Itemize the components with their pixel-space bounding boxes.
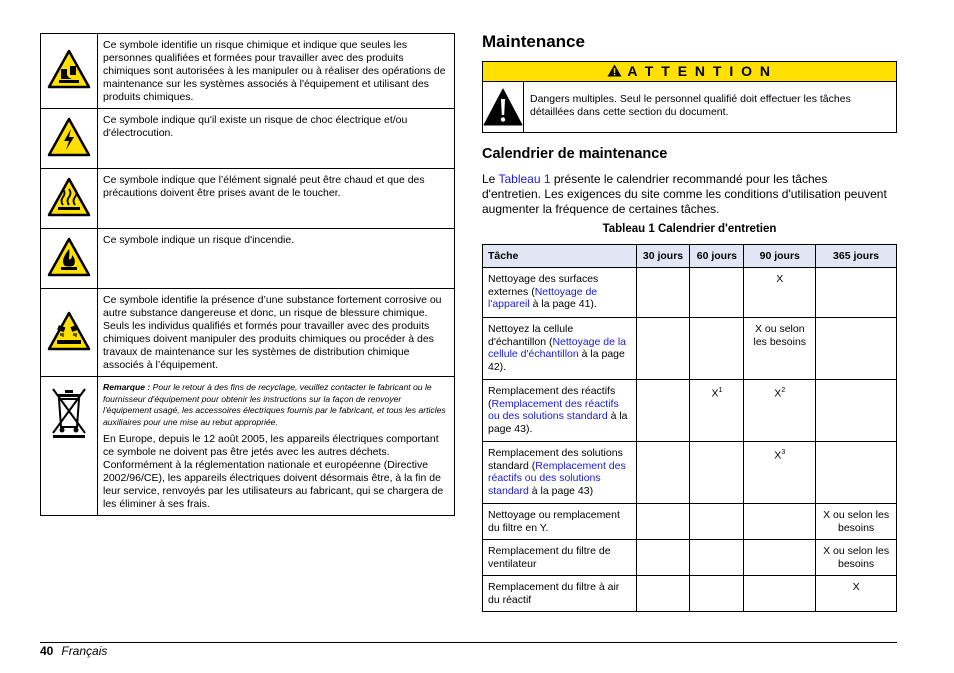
schedule-cell: X ou selon les besoins <box>744 318 816 380</box>
symbols-table <box>40 33 455 516</box>
header-task: Tâche <box>483 245 637 268</box>
hot-surface-icon <box>41 169 98 229</box>
fire-hazard-icon <box>41 229 98 289</box>
schedule-cell: X ou selon les besoins <box>816 504 897 540</box>
remark: Remarque : Pour le retour à des fins de recyclage, veuillez contacter le fabricant ou le fournisseur d'équipement pour obtenir les instructions sur la façon de renvoyer l'équipement usagé, les accessoires électriques fournis par le fabricant, et tous les articles auxiliaires pour une mise au rebut appropriée. <box>103 382 446 427</box>
cross-reference-link[interactable]: Nettoyage de l'appareil <box>488 285 598 310</box>
schedule-cell <box>636 268 690 318</box>
schedule-cell <box>816 318 897 380</box>
header-90: 90 jours <box>744 245 816 268</box>
header-365: 365 jours <box>816 245 897 268</box>
symbol-row-weee <box>41 377 455 516</box>
table-row <box>483 540 897 576</box>
schedule-cell <box>744 576 816 612</box>
footer-rule <box>40 642 897 643</box>
section-title: Maintenance <box>482 32 585 51</box>
symbol-row: Ce symbole identifie la présence d’une substance fortement corrosive ou autre substance dangereuse et donc, un risque de blessure chimique. Seuls les individus qualifiés et formés pour travailler avec des produits chimiques doivent manipuler des produits chimiques ou procéder à des travaux de maintenance sur les systèmes de distribution chimique associés à l’équipement. <box>41 289 455 377</box>
schedule-cell <box>690 442 744 504</box>
schedule-cell <box>636 540 690 576</box>
cross-reference-link[interactable]: Nettoyage de la cellule d'échantillon <box>488 335 627 360</box>
task-cell: Remplacement du filtre de ventilateur <box>483 540 637 576</box>
footer-language: Français <box>61 644 108 658</box>
table-row <box>483 504 897 540</box>
intro-paragraph: Le Tableau 1 présente le calendrier recommandé pour les tâches d'entretien. Les exigences du site comme les conditions d'utilisation peuvent augmenter la fréquence de certaines tâches. <box>482 172 887 216</box>
schedule-cell <box>816 442 897 504</box>
page-number: 40 <box>40 644 54 658</box>
schedule-cell <box>816 268 897 318</box>
table-row <box>483 318 897 380</box>
table-caption: Tableau 1 Calendrier d'entretien <box>602 223 777 235</box>
schedule-cell <box>636 504 690 540</box>
maintenance-schedule-table <box>482 244 897 612</box>
corrosive-icon <box>41 289 98 377</box>
schedule-cell <box>636 318 690 380</box>
table-row <box>483 442 897 504</box>
schedule-cell <box>690 318 744 380</box>
subsection-title: Calendrier de maintenance <box>482 146 668 162</box>
cross-reference-link[interactable]: Remplacement des réactifs ou des solutions standard <box>488 397 619 422</box>
schedule-cell: $X^1$ <box>690 380 744 442</box>
schedule-cell <box>690 540 744 576</box>
schedule-cell: X <box>744 268 816 318</box>
table-row <box>483 268 897 318</box>
electric-shock-icon <box>41 109 98 169</box>
schedule-cell <box>636 442 690 504</box>
task-cell: Remplacement du filtre à air du réactif <box>483 576 637 612</box>
weee-text: En Europe, depuis le 12 août 2005, les appareils électriques comportant ce symbole ne doivent pas être jetés avec les autres déchets. Conformément à la réglementation nationale et européenne (Directive 2002/96/CE), les appareils électriques doivent désormais être, à la fin de leur service, renvoyés par les utilisateurs au fabricant, qui se chargera de les éliminer à ses frais. <box>103 433 444 510</box>
cross-reference-link[interactable]: Remplacement des réactifs ou des solutions standard <box>488 459 626 497</box>
schedule-cell <box>816 380 897 442</box>
table-row <box>483 380 897 442</box>
schedule-cell <box>690 268 744 318</box>
task-cell: Remplacement des réactifs (Remplacement des réactifs ou des solutions standard à la page 43). <box>483 380 637 442</box>
chemical-hazard-icon <box>41 34 98 109</box>
schedule-cell: X ou selon les besoins <box>816 540 897 576</box>
header-30: 30 jours <box>636 245 690 268</box>
crossed-bin-icon <box>41 377 98 516</box>
table-row <box>483 576 897 612</box>
attention-heading: A T T E N T I O N <box>483 62 896 82</box>
footer <box>40 644 107 658</box>
schedule-cell: X <box>816 576 897 612</box>
schedule-cell <box>636 576 690 612</box>
task-cell: Nettoyez la cellule d'échantillon (Nettoyage de la cellule d'échantillon à la page 42). <box>483 318 637 380</box>
schedule-cell: $X^2$ <box>744 380 816 442</box>
attention-text: Dangers multiples. Seul le personnel qualifié doit effectuer les tâches détaillées dans cette section du document. <box>530 93 851 118</box>
table-link[interactable]: Tableau 1 <box>498 172 551 186</box>
warning-large-icon <box>483 82 524 132</box>
schedule-cell <box>744 540 816 576</box>
schedule-cell <box>636 380 690 442</box>
schedule-cell <box>690 576 744 612</box>
schedule-cell: $X^3$ <box>744 442 816 504</box>
schedule-cell <box>690 504 744 540</box>
schedule-cell <box>744 504 816 540</box>
symbol-row: Ce symbole indique qu'il existe un risque de choc électrique et/ou d'électrocution. <box>41 109 455 169</box>
symbol-row: Ce symbole indique que l’élément signalé peut être chaud et que des précautions doivent être prises avant de le toucher. <box>41 169 455 229</box>
header-60: 60 jours <box>690 245 744 268</box>
attention-box <box>482 61 897 133</box>
symbol-row: Ce symbole identifie un risque chimique et indique que seules les personnes qualifiées et formées pour travailler avec des produits chimiques sont autorisées à les manipuler ou à réaliser des opérations de maintenance sur les systèmes associés à l'équipement et utilisant des produits chimiques. <box>41 34 455 109</box>
task-cell: Nettoyage des surfaces externes (Nettoyage de l'appareil à la page 41). <box>483 268 637 318</box>
warning-icon <box>607 64 622 77</box>
task-cell: Nettoyage ou remplacement du filtre en Y. <box>483 504 637 540</box>
task-cell: Remplacement des solutions standard (Remplacement des réactifs ou des solutions standard à la page 43) <box>483 442 637 504</box>
symbol-row: Ce symbole indique un risque d'incendie. <box>41 229 455 289</box>
